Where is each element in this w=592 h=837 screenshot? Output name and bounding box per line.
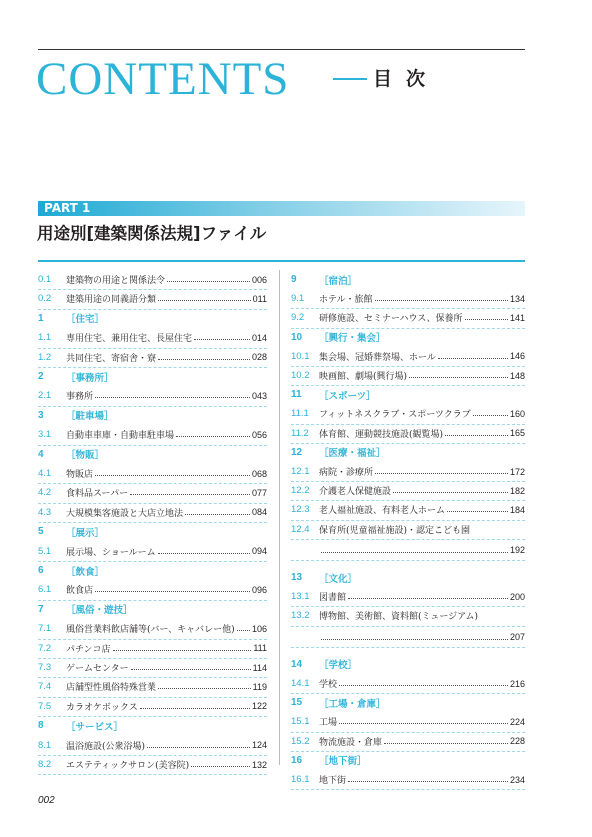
entry-title: エステティックサロン(美容院) (66, 761, 190, 771)
entry-title: 展示場、ショールーム (66, 547, 156, 558)
entry-number: 10.2 (291, 370, 310, 381)
entry-title: 大規模集客施設と大店立地法 (66, 508, 184, 519)
leader-dots (113, 650, 252, 651)
entry-number: 2.1 (38, 390, 52, 402)
section-number: 6 (38, 565, 44, 576)
toc-entry[interactable] (38, 387, 267, 404)
entry-title: 食料品スーパー (66, 489, 129, 500)
part-label: PART 1 (44, 201, 91, 215)
entry-title: 飲食店 (66, 586, 94, 597)
entry-title: 店舗型性風俗特殊営業 (66, 683, 157, 694)
leader-dots (130, 494, 250, 495)
entry-page: 148 (509, 370, 525, 381)
section-title: ［サービス］ (66, 721, 124, 733)
leader-dots (375, 300, 508, 301)
entry-number: 5.1 (38, 545, 52, 557)
leader-dots (176, 436, 250, 437)
entry-number: 3.1 (38, 429, 52, 441)
section-number: 7 (38, 603, 44, 615)
entry-page: 184 (509, 504, 525, 515)
toc-entry[interactable] (38, 290, 267, 307)
entry-title: 老人福祉施設、有料老人ホーム (319, 506, 446, 517)
entry-number: 10.1 (291, 350, 310, 362)
entry-page: 192 (509, 545, 525, 556)
toc-section-heading[interactable] (291, 694, 525, 711)
leader-dots (465, 319, 508, 320)
entry-title: フィットネスクラブ・スポーツクラブ (319, 410, 471, 421)
row-separator (291, 626, 525, 627)
page-number: 002 (38, 795, 55, 806)
toc-entry[interactable] (291, 501, 525, 518)
entry-title: 学校 (319, 680, 338, 690)
toc-section-heading[interactable] (291, 271, 525, 288)
toc-entry[interactable] (291, 309, 525, 326)
entry-page: 207 (509, 632, 525, 643)
entry-title: 物流施設・倉庫 (319, 737, 383, 748)
entry-title: パチンコ店 (66, 644, 111, 655)
toc-section-heading[interactable] (38, 310, 267, 327)
leader-dots (321, 639, 508, 640)
leader-dots (348, 598, 508, 599)
entry-number: 9.2 (291, 312, 305, 324)
section-title: ［飲食］ (66, 566, 105, 578)
toc-section-heading[interactable] (291, 656, 525, 673)
entry-title: 地下街 (319, 776, 347, 786)
entry-title: 集会場、冠婚葬祭場、ホール (319, 352, 436, 363)
toc-entry[interactable] (38, 349, 267, 366)
entry-page: 228 (509, 736, 525, 747)
section-title: ［学校］ (319, 660, 358, 672)
leader-dots (158, 300, 251, 301)
top-rule (38, 49, 525, 50)
section-title: ［スポーツ］ (319, 390, 376, 402)
leader-dots (445, 435, 508, 436)
entry-page: 077 (251, 487, 267, 498)
entry-number: 12.3 (291, 504, 310, 516)
leader-dots (384, 743, 508, 744)
entry-number: 8.1 (38, 739, 52, 751)
entry-title: ホテル・旅館 (319, 295, 373, 306)
toc-entry-continuation[interactable] (319, 542, 525, 559)
toc-entry[interactable] (38, 329, 267, 346)
leader-dots (191, 766, 250, 767)
entry-page: 182 (509, 485, 525, 496)
leader-dots (339, 723, 508, 724)
entry-page: 084 (251, 507, 267, 518)
section-title: ［物販］ (66, 450, 105, 462)
section-title: ［工場・倉庫］ (319, 698, 386, 710)
toc-section-heading[interactable] (38, 717, 267, 734)
entry-number: 12.2 (291, 485, 310, 497)
entry-page: 124 (251, 740, 267, 751)
entry-number: 7.4 (38, 681, 52, 693)
entry-page: 043 (251, 390, 267, 401)
entry-title: カラオケボックス (66, 702, 138, 713)
leader-dots (95, 591, 250, 592)
entry-number: 0.2 (38, 293, 52, 305)
toc-section-heading[interactable] (38, 601, 267, 618)
entry-title: 物販店 (66, 470, 94, 480)
leader-dots (409, 377, 508, 378)
entry-page: 006 (251, 274, 267, 285)
toc-section-heading[interactable] (291, 569, 525, 586)
entry-number: 11.1 (291, 408, 309, 420)
entry-page: 216 (509, 678, 525, 689)
leader-dots (194, 339, 250, 340)
entry-number: 12.1 (291, 466, 310, 477)
toc-entry[interactable] (291, 675, 525, 692)
entry-number: 16.1 (291, 774, 310, 785)
entry-number: 1.2 (38, 351, 52, 363)
row-separator (291, 539, 525, 540)
entry-title: 映画館、劇場(興行場) (319, 372, 408, 382)
entry-number: 11.2 (291, 427, 309, 439)
entry-page: 114 (252, 662, 267, 673)
section-number: 3 (38, 409, 44, 421)
entry-number: 15.1 (291, 716, 310, 728)
toc-entry[interactable] (38, 484, 267, 501)
entry-title: 介護老人保健施設 (319, 487, 392, 498)
leader-dots (147, 747, 250, 748)
entry-page: 068 (251, 468, 267, 479)
entry-page: 028 (251, 352, 267, 363)
section-number: 9 (291, 274, 297, 285)
toc-entry[interactable] (38, 271, 267, 288)
entry-number: 7.1 (38, 623, 52, 635)
part-bar (38, 201, 525, 216)
toc-entry[interactable] (38, 698, 267, 715)
toc-entry[interactable] (38, 640, 267, 657)
entry-number: 4.3 (38, 506, 52, 518)
entry-number: 13.1 (291, 591, 310, 603)
toc-entry[interactable] (38, 678, 267, 695)
column-divider (279, 270, 280, 765)
entry-title: 研修施設、セミナーハウス、保養所 (319, 314, 463, 325)
toc-entry[interactable] (291, 463, 525, 480)
leader-dots (473, 415, 508, 416)
row-separator (291, 647, 525, 648)
entry-number: 9.1 (291, 293, 305, 305)
entry-page: 134 (509, 293, 525, 304)
section-number: 5 (38, 526, 44, 538)
section-number: 13 (291, 572, 303, 583)
section-number: 1 (38, 312, 44, 324)
toc-entry[interactable] (38, 465, 267, 482)
entry-page: 011 (252, 293, 267, 304)
toc-section-heading[interactable] (38, 523, 267, 540)
row-separator (291, 789, 525, 790)
entry-number: 6.1 (38, 584, 52, 596)
toc-entry-continuation[interactable] (319, 629, 525, 646)
toc-entry[interactable] (291, 405, 525, 422)
entry-number: 1.1 (38, 332, 52, 344)
row-separator (38, 774, 267, 775)
entry-number: 7.2 (38, 642, 52, 654)
entry-page: 014 (251, 332, 267, 343)
entry-title: 病院・診療所 (319, 468, 374, 478)
toc-entry[interactable] (291, 607, 525, 624)
toc-entry[interactable] (291, 521, 525, 538)
entry-page: 056 (251, 429, 267, 440)
entry-number: 15.2 (291, 735, 310, 747)
section-title: ［事務所］ (66, 372, 114, 384)
section-title: ［宿泊］ (319, 275, 358, 287)
section-title: ［文化］ (319, 573, 358, 585)
toc-entry[interactable] (291, 290, 525, 307)
part-title: 用途別[建築関係法規]ファイル (37, 224, 267, 243)
section-title: ［地下街］ (319, 756, 367, 768)
toc-section-heading[interactable] (38, 446, 267, 463)
toc-entry[interactable] (291, 771, 525, 788)
toc-entry[interactable] (38, 504, 267, 521)
entry-number: 0.1 (38, 274, 52, 285)
entry-page: 096 (251, 584, 267, 595)
entry-page: 160 (509, 408, 525, 419)
leader-dots (95, 397, 250, 398)
leader-dots (158, 553, 250, 554)
toc-entry[interactable] (38, 543, 267, 560)
entry-page: 119 (252, 681, 267, 692)
leader-dots (140, 708, 250, 709)
entry-title: 風俗営業料飲店舗等(バー、キャバレー他) (66, 625, 235, 636)
section-number: 12 (291, 446, 303, 458)
section-number: 4 (38, 448, 44, 460)
toc-section-heading[interactable] (291, 752, 525, 769)
entry-page: 141 (509, 312, 525, 323)
entry-page: 165 (509, 428, 525, 439)
entry-title: 建築用途の同義語分類 (66, 295, 157, 306)
section-number: 16 (291, 754, 303, 766)
entry-title: 温浴施設(公衆浴場) (66, 741, 146, 752)
section-number: 10 (291, 331, 303, 343)
entry-title: 保育所(児童福祉施設)・認定こども園 (319, 525, 471, 536)
toc-section-heading[interactable] (291, 444, 525, 461)
leader-dots (339, 685, 508, 686)
section-number: 15 (291, 697, 303, 709)
section-title: ［展示］ (66, 527, 105, 539)
entry-title: 建築物の用途と関係法令 (66, 276, 166, 286)
entry-number: 7.3 (38, 662, 52, 673)
leader-dots (158, 688, 251, 689)
row-separator (291, 560, 525, 561)
toc-entry[interactable] (38, 426, 267, 443)
entry-title: 体育館、運動競技施設(観覧場) (319, 429, 444, 440)
entry-page: 122 (251, 701, 267, 712)
entry-page: 111 (253, 643, 267, 654)
leader-dots (375, 473, 508, 474)
section-title: ［駐車場］ (66, 411, 114, 423)
toc-section-heading[interactable] (38, 562, 267, 579)
contents-title: CONTENTS (36, 53, 290, 105)
entry-number: 14.1 (291, 678, 310, 689)
leader-dots (447, 511, 508, 512)
entry-number: 8.2 (38, 759, 52, 770)
entry-page: 094 (251, 546, 267, 557)
section-title: ［住宅］ (66, 314, 105, 326)
entry-page: 146 (509, 351, 525, 362)
toc-entry[interactable] (38, 737, 267, 754)
toc-entry[interactable] (291, 348, 525, 365)
section-number: 14 (291, 658, 303, 670)
entry-title: 工場 (319, 718, 338, 729)
leader-dots (158, 359, 250, 360)
leader-dots (95, 475, 250, 476)
entry-page: 106 (251, 623, 267, 634)
toc-section-heading[interactable] (38, 368, 267, 385)
title-dash (333, 78, 367, 80)
toc-entry[interactable] (291, 713, 525, 730)
toc-entry[interactable] (291, 482, 525, 499)
toc-entry[interactable] (38, 581, 267, 598)
entry-number: 13.2 (291, 610, 310, 622)
entry-title: 自動車車庫・自動車駐車場 (66, 431, 175, 442)
section-rule (38, 260, 525, 262)
entry-number: 4.2 (38, 487, 52, 499)
entry-page: 234 (509, 774, 525, 785)
leader-dots (348, 781, 508, 782)
entry-title: ゲームセンター (66, 664, 129, 674)
entry-page: 224 (509, 716, 525, 727)
toc-entry[interactable] (38, 620, 267, 637)
entry-title: 図書館 (319, 593, 347, 604)
toc-entry[interactable] (291, 733, 525, 750)
leader-dots (321, 552, 508, 553)
section-number: 8 (38, 720, 44, 732)
toc-entry[interactable] (38, 756, 267, 773)
toc-section-heading[interactable] (291, 329, 525, 346)
leader-dots (185, 514, 250, 515)
section-number: 11 (291, 389, 302, 401)
leader-dots (237, 630, 250, 631)
entry-page: 200 (509, 591, 525, 602)
leader-dots (438, 358, 508, 359)
entry-page: 132 (251, 759, 267, 770)
entry-title: 博物館、美術館、資料館(ミュージアム) (319, 612, 479, 623)
section-title: ［興行・集会］ (319, 333, 386, 345)
entry-page: 172 (509, 466, 525, 477)
leader-dots (167, 281, 250, 282)
section-title: ［医療・福祉］ (319, 448, 386, 460)
toc-section-heading[interactable] (291, 386, 525, 403)
entry-title: 事務所 (66, 392, 94, 403)
toc-entry[interactable] (291, 588, 525, 605)
entry-title: 専用住宅、兼用住宅、長屋住宅 (66, 334, 193, 345)
leader-dots (393, 492, 508, 493)
leader-dots (131, 669, 251, 670)
entry-number: 4.1 (38, 468, 52, 479)
toc-entry[interactable] (291, 425, 525, 442)
section-number: 2 (38, 371, 44, 382)
entry-number: 7.5 (38, 700, 52, 712)
toc-entry[interactable] (291, 367, 525, 384)
section-title: ［風俗・遊技］ (66, 605, 133, 617)
mokuji-title: 目次 (373, 68, 440, 90)
entry-title: 共同住宅、寄宿舎・寮 (66, 353, 157, 364)
toc-entry[interactable] (38, 659, 267, 676)
toc-section-heading[interactable] (38, 407, 267, 424)
entry-number: 12.4 (291, 523, 310, 535)
